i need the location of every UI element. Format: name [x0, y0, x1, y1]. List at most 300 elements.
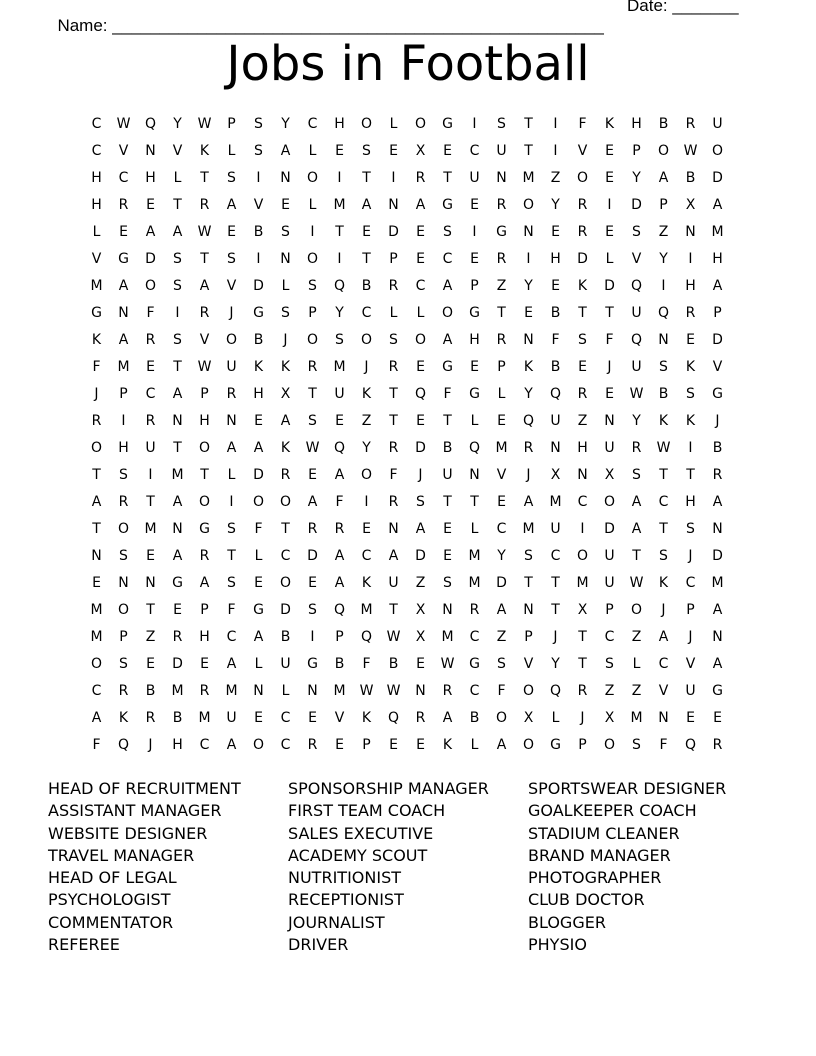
grid-letter: A — [253, 629, 264, 645]
grid-letter: P — [470, 278, 479, 294]
grid-row — [83, 516, 733, 543]
grid-letter: W — [305, 440, 320, 456]
grid-letter: N — [685, 224, 696, 240]
grid-letter: E — [146, 197, 155, 213]
grid-letter: M — [90, 602, 103, 618]
word-item: REFEREE — [48, 935, 120, 955]
grid-letter: K — [658, 575, 669, 591]
grid-row — [83, 165, 733, 192]
grid-letter: N — [442, 602, 453, 618]
grid-letter: C — [280, 710, 291, 726]
grid-letter: V — [172, 143, 183, 159]
grid-letter: Y — [173, 116, 182, 132]
grid-letter: D — [577, 251, 588, 267]
grid-letter: S — [308, 278, 317, 294]
grid-letter: E — [416, 224, 425, 240]
grid-row — [83, 705, 733, 732]
grid-letter: E — [254, 575, 263, 591]
grid-letter: H — [91, 197, 102, 213]
grid-letter: T — [173, 197, 182, 213]
grid-letter: H — [550, 251, 561, 267]
grid-letter: L — [389, 116, 398, 132]
grid-letter: Z — [415, 575, 426, 591]
grid-letter: M — [711, 575, 724, 591]
grid-letter: E — [713, 710, 722, 726]
grid-letter: Y — [335, 305, 344, 321]
grid-letter: I — [256, 251, 261, 267]
grid-letter: N — [118, 305, 129, 321]
grid-letter: P — [227, 116, 236, 132]
grid-letter: C — [307, 116, 318, 132]
grid-letter: D — [307, 548, 318, 564]
grid-letter: L — [254, 656, 263, 672]
grid-letter: A — [631, 494, 642, 510]
grid-letter: O — [90, 440, 103, 456]
grid-letter: Q — [657, 305, 670, 321]
grid-letter: K — [442, 737, 453, 753]
grid-letter: O — [603, 494, 616, 510]
grid-letter: A — [334, 467, 345, 483]
grid-letter: K — [658, 413, 669, 429]
grid-letter: F — [254, 521, 263, 537]
grid-letter: E — [281, 197, 290, 213]
grid-letter: P — [308, 305, 317, 321]
grid-letter: T — [389, 386, 398, 402]
grid-letter: A — [145, 224, 156, 240]
grid-row — [83, 192, 733, 219]
grid-letter: U — [334, 386, 345, 402]
grid-letter: N — [172, 413, 183, 429]
grid-letter: A — [523, 494, 534, 510]
grid-letter: E — [551, 278, 560, 294]
grid-letter: R — [334, 521, 345, 537]
grid-letter: S — [227, 251, 236, 267]
grid-letter: W — [440, 656, 455, 672]
grid-letter: N — [523, 332, 534, 348]
grid-letter: N — [712, 629, 723, 645]
word-item: PSYCHOLOGIST — [48, 890, 171, 910]
grid-letter: H — [577, 440, 588, 456]
grid-letter: O — [657, 143, 670, 159]
grid-letter: G — [442, 197, 453, 213]
grid-letter: O — [522, 683, 535, 699]
grid-letter: A — [334, 575, 345, 591]
grid-letter: Y — [632, 413, 641, 429]
grid-letter: N — [253, 683, 264, 699]
grid-letter: X — [415, 629, 426, 645]
grid-letter: H — [712, 251, 723, 267]
grid-letter: E — [416, 656, 425, 672]
grid-row — [83, 651, 733, 678]
grid-letter: G — [118, 251, 129, 267]
grid-letter: E — [470, 359, 479, 375]
grid-letter: M — [117, 359, 130, 375]
grid-letter: T — [686, 467, 695, 483]
word-item: RECEPTIONIST — [288, 890, 404, 910]
grid-letter: G — [442, 359, 453, 375]
grid-letter: C — [496, 521, 507, 537]
grid-letter: I — [472, 224, 477, 240]
word-item: ACADEMY SCOUT — [288, 845, 428, 865]
grid-letter: I — [337, 251, 342, 267]
grid-letter: E — [416, 413, 425, 429]
grid-letter: S — [227, 575, 236, 591]
grid-letter: N — [226, 413, 237, 429]
grid-letter: T — [281, 521, 290, 537]
grid-letter: A — [172, 224, 183, 240]
grid-letter: L — [92, 224, 101, 240]
grid-letter: R — [280, 467, 291, 483]
grid-letter: G — [712, 386, 723, 402]
grid-letter: K — [685, 413, 696, 429]
grid-letter: B — [658, 386, 669, 402]
grid-letter: T — [551, 575, 560, 591]
grid-letter: D — [172, 656, 183, 672]
grid-letter: S — [173, 251, 182, 267]
grid-letter: E — [416, 737, 425, 753]
grid-letter: N — [523, 224, 534, 240]
grid-letter: F — [497, 683, 506, 699]
grid-letter: O — [360, 467, 373, 483]
grid-letter: U — [712, 116, 723, 132]
grid-letter: V — [226, 278, 237, 294]
grid-letter: L — [173, 170, 182, 186]
word-column — [528, 778, 768, 956]
grid-letter: R — [118, 683, 129, 699]
grid-letter: A — [226, 440, 237, 456]
grid-letter: S — [524, 548, 533, 564]
grid-letter: Q — [549, 683, 562, 699]
grid-letter: E — [551, 224, 560, 240]
grid-letter: S — [605, 656, 614, 672]
grid-letter: Q — [360, 629, 373, 645]
grid-letter: R — [307, 737, 318, 753]
grid-letter: K — [118, 710, 129, 726]
grid-letter: M — [576, 575, 589, 591]
word-item: CLUB DOCTOR — [528, 890, 645, 910]
grid-letter: F — [92, 359, 101, 375]
grid-letter: S — [281, 305, 290, 321]
grid-letter: L — [227, 143, 236, 159]
grid-letter: C — [469, 143, 480, 159]
grid-letter: C — [199, 737, 210, 753]
grid-letter: L — [308, 197, 317, 213]
grid-letter: S — [173, 332, 182, 348]
grid-letter: T — [92, 521, 101, 537]
grid-letter: A — [496, 602, 507, 618]
grid-letter: B — [145, 683, 156, 699]
grid-letter: B — [334, 656, 345, 672]
grid-letter: X — [685, 197, 696, 213]
grid-letter: E — [605, 386, 614, 402]
grid-letter: P — [119, 386, 128, 402]
grid-letter: R — [442, 683, 453, 699]
grid-letter: Z — [604, 683, 615, 699]
grid-letter: X — [280, 386, 291, 402]
grid-letter: M — [333, 683, 346, 699]
grid-letter: G — [253, 602, 264, 618]
grid-letter: O — [306, 251, 319, 267]
grid-letter: C — [145, 386, 156, 402]
grid-letter: J — [418, 467, 423, 483]
grid-letter: D — [604, 278, 615, 294]
word-item: SPORTSWEAR DESIGNER — [528, 779, 727, 798]
grid-letter: F — [146, 305, 155, 321]
grid-letter: K — [361, 575, 372, 591]
grid-letter: S — [119, 548, 128, 564]
grid-letter: K — [280, 440, 291, 456]
grid-letter: G — [469, 305, 480, 321]
grid-letter: L — [416, 305, 425, 321]
grid-letter: O — [441, 305, 454, 321]
grid-letter: Z — [658, 224, 669, 240]
grid-letter: D — [604, 521, 615, 537]
grid-letter: T — [335, 224, 344, 240]
grid-letter: M — [333, 359, 346, 375]
grid-letter: A — [442, 710, 453, 726]
grid-letter: Y — [362, 440, 371, 456]
grid-letter: A — [91, 494, 102, 510]
grid-letter: C — [118, 170, 129, 186]
grid-letter: T — [659, 467, 668, 483]
grid-letter: D — [415, 440, 426, 456]
grid-letter: O — [279, 494, 292, 510]
grid-letter: U — [469, 170, 480, 186]
grid-letter: E — [389, 143, 398, 159]
grid-row — [83, 678, 733, 705]
grid-letter: M — [90, 278, 103, 294]
grid-letter: V — [685, 656, 696, 672]
grid-letter: W — [197, 359, 212, 375]
grid-letter: L — [605, 251, 614, 267]
grid-letter: D — [496, 575, 507, 591]
grid-letter: E — [146, 656, 155, 672]
grid-letter: R — [145, 413, 156, 429]
grid-letter: S — [497, 656, 506, 672]
grid-letter: W — [629, 575, 644, 591]
grid-letter: E — [443, 521, 452, 537]
grid-letter: M — [468, 575, 481, 591]
grid-letter: C — [280, 548, 291, 564]
grid-letter: H — [469, 332, 480, 348]
grid-letter: O — [144, 278, 157, 294]
grid-letter: O — [603, 737, 616, 753]
grid-letter: A — [226, 737, 237, 753]
grid-letter: C — [361, 305, 372, 321]
grid-letter: W — [116, 116, 131, 132]
grid-letter: U — [280, 656, 291, 672]
grid-row — [83, 354, 733, 381]
grid-letter: Z — [361, 413, 372, 429]
grid-letter: T — [227, 548, 236, 564]
grid-letter: F — [578, 116, 587, 132]
grid-row — [83, 111, 733, 138]
grid-letter: J — [607, 359, 612, 375]
grid-letter: B — [712, 440, 723, 456]
grid-letter: F — [443, 386, 452, 402]
grid-row — [83, 408, 733, 435]
grid-letter: L — [470, 737, 479, 753]
grid-letter: E — [173, 602, 182, 618]
grid-letter: R — [577, 386, 588, 402]
grid-letter: L — [632, 656, 641, 672]
grid-letter: E — [362, 224, 371, 240]
grid-letter: W — [359, 683, 374, 699]
grid-letter: F — [362, 656, 371, 672]
grid-letter: C — [91, 683, 102, 699]
grid-letter: A — [631, 521, 642, 537]
grid-letter: A — [172, 548, 183, 564]
grid-letter: Q — [387, 710, 400, 726]
grid-letter: M — [630, 710, 643, 726]
grid-row — [83, 138, 733, 165]
grid-letter: Q — [549, 386, 562, 402]
grid-letter: T — [362, 251, 371, 267]
grid-letter: D — [280, 602, 291, 618]
grid-letter: W — [683, 143, 698, 159]
grid-letter: R — [631, 440, 642, 456]
grid-letter: B — [361, 278, 372, 294]
grid-letter: Z — [577, 413, 588, 429]
grid-letter: A — [388, 548, 399, 564]
grid-letter: S — [497, 116, 506, 132]
grid-letter: W — [197, 116, 212, 132]
grid-row — [83, 624, 733, 651]
grid-letter: P — [200, 386, 209, 402]
grid-letter: P — [389, 251, 398, 267]
grid-row — [83, 462, 733, 489]
grid-letter: O — [306, 170, 319, 186]
grid-letter: R — [307, 521, 318, 537]
grid-letter: U — [604, 548, 615, 564]
grid-letter: E — [254, 413, 263, 429]
grid-letter: H — [145, 170, 156, 186]
word-list — [48, 778, 768, 956]
grid-letter: O — [198, 440, 211, 456]
grid-letter: Z — [496, 629, 507, 645]
grid-letter: T — [605, 305, 614, 321]
grid-letter: S — [632, 224, 641, 240]
grid-letter: T — [497, 305, 506, 321]
grid-letter: C — [685, 575, 696, 591]
grid-letter: V — [496, 467, 507, 483]
grid-letter: K — [577, 278, 588, 294]
grid-letter: O — [90, 656, 103, 672]
grid-letter: S — [443, 224, 452, 240]
grid-row — [83, 300, 733, 327]
grid-letter: A — [361, 197, 372, 213]
grid-letter: A — [712, 602, 723, 618]
grid-letter: D — [415, 548, 426, 564]
grid-letter: A — [658, 170, 669, 186]
word-item: PHYSIO — [528, 935, 587, 955]
grid-letter: A — [712, 197, 723, 213]
grid-letter: R — [577, 197, 588, 213]
grid-letter: A — [226, 197, 237, 213]
grid-letter: C — [550, 548, 561, 564]
grid-letter: B — [172, 710, 183, 726]
grid-letter: T — [443, 170, 452, 186]
grid-letter: F — [551, 332, 560, 348]
grid-letter: B — [388, 656, 399, 672]
grid-letter: Y — [659, 251, 668, 267]
grid-letter: Q — [333, 278, 346, 294]
grid-letter: A — [172, 494, 183, 510]
grid-letter: E — [686, 710, 695, 726]
grid-letter: P — [362, 737, 371, 753]
grid-letter: N — [91, 548, 102, 564]
grid-letter: R — [118, 494, 129, 510]
grid-letter: N — [280, 251, 291, 267]
grid-letter: J — [688, 629, 693, 645]
grid-letter: O — [360, 116, 373, 132]
grid-row — [83, 219, 733, 246]
grid-letter: U — [631, 359, 642, 375]
grid-letter: I — [607, 197, 612, 213]
grid-letter: L — [497, 386, 506, 402]
grid-letter: D — [712, 548, 723, 564]
grid-letter: H — [334, 116, 345, 132]
grid-letter: P — [578, 737, 587, 753]
grid-letter: E — [470, 251, 479, 267]
grid-letter: B — [253, 224, 264, 240]
grid-letter: S — [281, 224, 290, 240]
grid-letter: J — [94, 386, 99, 402]
grid-letter: P — [659, 197, 668, 213]
grid-letter: S — [632, 467, 641, 483]
grid-letter: S — [254, 143, 263, 159]
grid-letter: A — [658, 629, 669, 645]
grid-letter: H — [118, 440, 129, 456]
grid-letter: P — [605, 602, 614, 618]
grid-letter: K — [685, 359, 696, 375]
grid-row — [83, 435, 733, 462]
grid-letter: C — [361, 548, 372, 564]
grid-letter: W — [386, 683, 401, 699]
grid-letter: S — [308, 413, 317, 429]
grid-letter: N — [145, 575, 156, 591]
grid-letter: C — [658, 656, 669, 672]
grid-letter: E — [119, 224, 128, 240]
grid-letter: M — [522, 170, 535, 186]
grid-letter: U — [550, 521, 561, 537]
grid-letter: N — [658, 332, 669, 348]
grid-letter: N — [523, 602, 534, 618]
grid-letter: I — [688, 251, 693, 267]
grid-letter: T — [443, 494, 452, 510]
grid-letter: R — [388, 359, 399, 375]
grid-letter: C — [91, 116, 102, 132]
letter-grid — [83, 111, 733, 759]
grid-letter: A — [415, 197, 426, 213]
grid-letter: J — [580, 710, 585, 726]
grid-letter: V — [523, 656, 534, 672]
grid-letter: H — [253, 386, 264, 402]
grid-letter: R — [496, 251, 507, 267]
grid-letter: H — [199, 413, 210, 429]
grid-letter: C — [226, 629, 237, 645]
grid-letter: A — [712, 494, 723, 510]
grid-letter: N — [388, 197, 399, 213]
grid-letter: H — [631, 116, 642, 132]
grid-letter: A — [712, 656, 723, 672]
grid-letter: S — [254, 116, 263, 132]
grid-letter: W — [656, 440, 671, 456]
grid-letter: M — [225, 683, 238, 699]
grid-letter: O — [360, 332, 373, 348]
word-item: FIRST TEAM COACH — [288, 801, 446, 821]
grid-letter: N — [550, 440, 561, 456]
